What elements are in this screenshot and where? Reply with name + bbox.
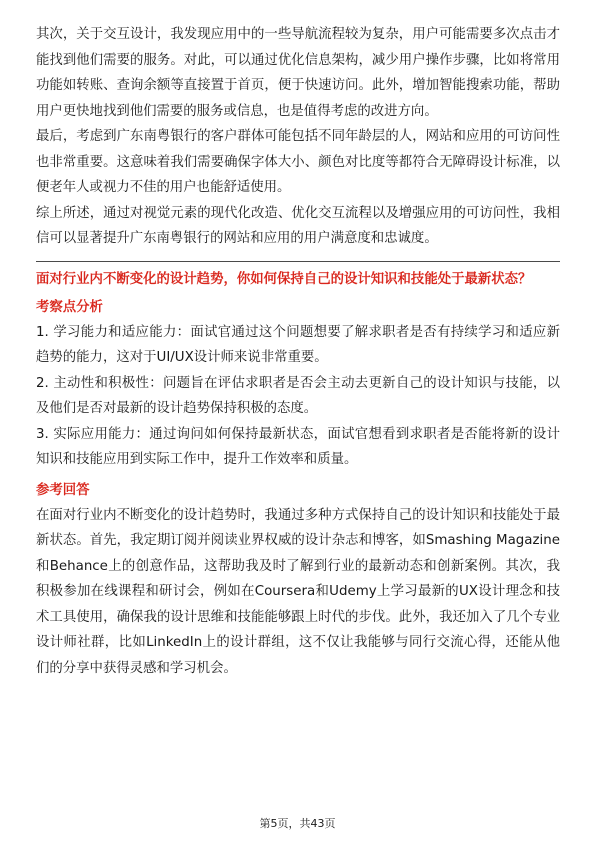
answer-paragraph: 在面对行业内不断变化的设计趋势时，我通过多种方式保持自己的设计知识和技能处于最新状态。首先，我定期订阅并阅读业界权威的设计杂志和博客，如Smashing Magazine和Behance上的创意作品，这帮助我及时了解到行业的最新动态和创新案例。其次，我积极参加在线课程和研讨会，例如在Coursera和Udemy上学习最新的UX设计理念和技术工具使用，确保我的设计思维和技能能够跟上时代的步伐。此外，我还加入了几个专业设计师社群，比如LinkedIn上的设计群组，这不仅让我能够与同行交流心得，还能从他们的分享中获得灵感和学习机会。 xyxy=(36,507,560,676)
page-number: 第5页，共43页 xyxy=(259,817,336,830)
paragraph-summary: 综上所述，通过对视觉元素的现代化改造、优化交互流程以及增强应用的可访问性，我相信可以显著提升广东南粤银行的网站和应用的用户满意度和忠诚度。 xyxy=(36,205,560,246)
page-content xyxy=(36,22,560,681)
analysis-point: 3. 实际应用能力：通过询问如何保持最新状态，面试官想看到求职者是否能将新的设计知识和技能应用到实际工作中，提升工作效率和质量。 xyxy=(36,426,560,467)
analysis-heading: 考察点分析 xyxy=(36,299,103,315)
analysis-point: 2. 主动性和积极性：问题旨在评估求职者是否会主动去更新自己的设计知识与技能，以及他们是否对最新的设计趋势保持积极的态度。 xyxy=(36,375,560,416)
paragraph-accessibility: 最后，考虑到广东南粤银行的客户群体可能包括不同年龄层的人，网站和应用的可访问性也非常重要。这意味着我们需要确保字体大小、颜色对比度等都符合无障碍设计标准，以便老年人或视力不佳的用户也能舒适使用。 xyxy=(36,129,560,195)
section-divider xyxy=(36,261,560,262)
answer-heading: 参考回答 xyxy=(36,482,90,498)
analysis-point: 1. 学习能力和适应能力：面试官通过这个问题想要了解求职者是否有持续学习和适应新趋势的能力，这对于UI/UX设计师来说非常重要。 xyxy=(36,324,560,365)
analysis-points xyxy=(36,320,560,473)
paragraph-interaction-design: 其次，关于交互设计，我发现应用中的一些导航流程较为复杂，用户可能需要多次点击才能找到他们需要的服务。对此，可以通过优化信息架构，减少用户操作步骤，比如将常用功能如转账、查询余额等直接置于首页，便于快速访问。此外，增加智能搜索功能，帮助用户更快地找到他们需要的服务或信息，也是值得考虑的改进方向。 xyxy=(36,27,560,119)
interview-question: 面对行业内不断变化的设计趋势，你如何保持自己的设计知识和技能处于最新状态？ xyxy=(36,271,532,287)
